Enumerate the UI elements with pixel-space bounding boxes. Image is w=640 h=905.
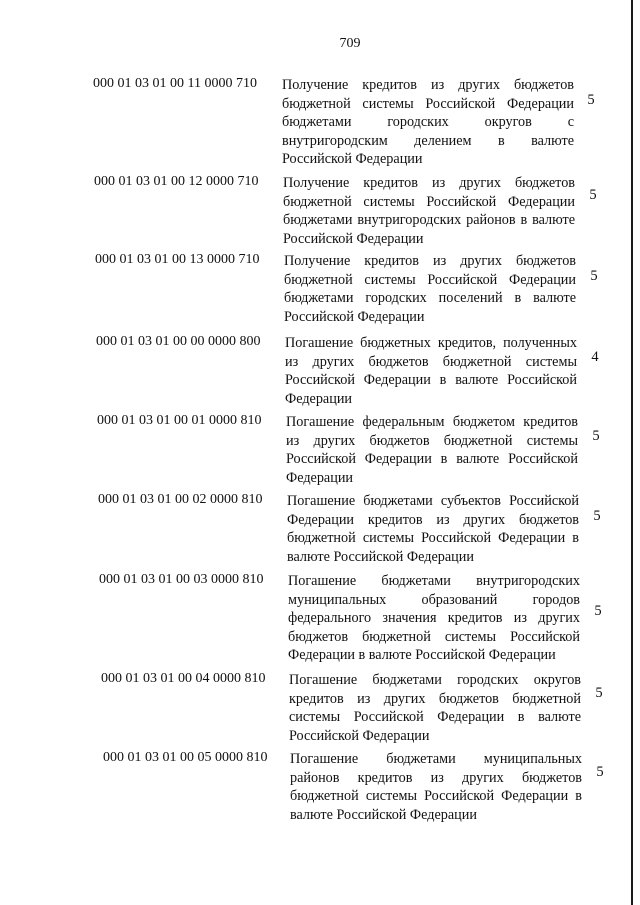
entry-level: 5: [593, 508, 601, 524]
entry-level: 4: [591, 349, 599, 365]
entry-code: 000 01 03 01 00 00 0000 800: [96, 334, 261, 349]
entry-code: 000 01 03 01 00 05 0000 810: [103, 750, 268, 765]
entry-description: Получение кредитов из других бюджетов бюджетной системы Российской Федерации бюджетами городских округов с внутригородским делением в валюте Российской Федерации: [282, 77, 574, 168]
entry-description: Погашение бюджетами субъектов Российской Федерации кредитов из других бюджетов бюджетной системы Российской Федерации в валюте Российской Федерации: [287, 493, 579, 565]
entry-code: 000 01 03 01 00 12 0000 710: [94, 174, 259, 189]
entry-description: Погашение бюджетами городских округов кредитов из других бюджетов бюджетной системы Российской Федерации в валюте Российской Федерации: [289, 672, 581, 744]
entry-description: Получение кредитов из других бюджетов бюджетной системы Российской Федерации бюджетами городских поселений в валюте Российской Федерации: [284, 253, 576, 325]
entry-description: Получение кредитов из других бюджетов бюджетной системы Российской Федерации бюджетами внутригородских районов в валюте Российской Федерации: [283, 175, 575, 247]
entry-level: 5: [594, 603, 602, 619]
entry-code: 000 01 03 01 00 03 0000 810: [99, 572, 264, 587]
entry-level: 5: [587, 92, 595, 108]
page-number: 709: [339, 36, 361, 51]
entry-code: 000 01 03 01 00 02 0000 810: [98, 492, 263, 507]
entry-description: Погашение бюджетных кредитов, полученных из других бюджетов бюджетной системы Российской Федерации в валюте Российской Федерации: [285, 335, 577, 407]
entry-level: 5: [596, 764, 604, 780]
entry-level: 5: [589, 187, 597, 203]
entry-level: 5: [595, 685, 603, 701]
entry-level: 5: [590, 268, 598, 284]
scan-edge-line: [631, 0, 633, 905]
entry-description: Погашение федеральным бюджетом кредитов из других бюджетов бюджетной системы Российской Федерации в валюте Российской Федерации: [286, 414, 578, 486]
entry-code: 000 01 03 01 00 11 0000 710: [93, 76, 257, 91]
entry-code: 000 01 03 01 00 13 0000 710: [95, 252, 260, 267]
entry-description: Погашение бюджетами внутригородских муниципальных образований городов федерального значения кредитов из других бюджетов бюджетной системы Российской Федерации в валюте Российской Федерации: [288, 573, 580, 664]
entry-code: 000 01 03 01 00 01 0000 810: [97, 413, 262, 428]
entry-code: 000 01 03 01 00 04 0000 810: [101, 671, 266, 686]
entry-description: Погашение бюджетами муниципальных районов кредитов из других бюджетов бюджетной системы Российской Федерации в валюте Российской Федерации: [290, 751, 582, 823]
entry-level: 5: [592, 428, 600, 444]
